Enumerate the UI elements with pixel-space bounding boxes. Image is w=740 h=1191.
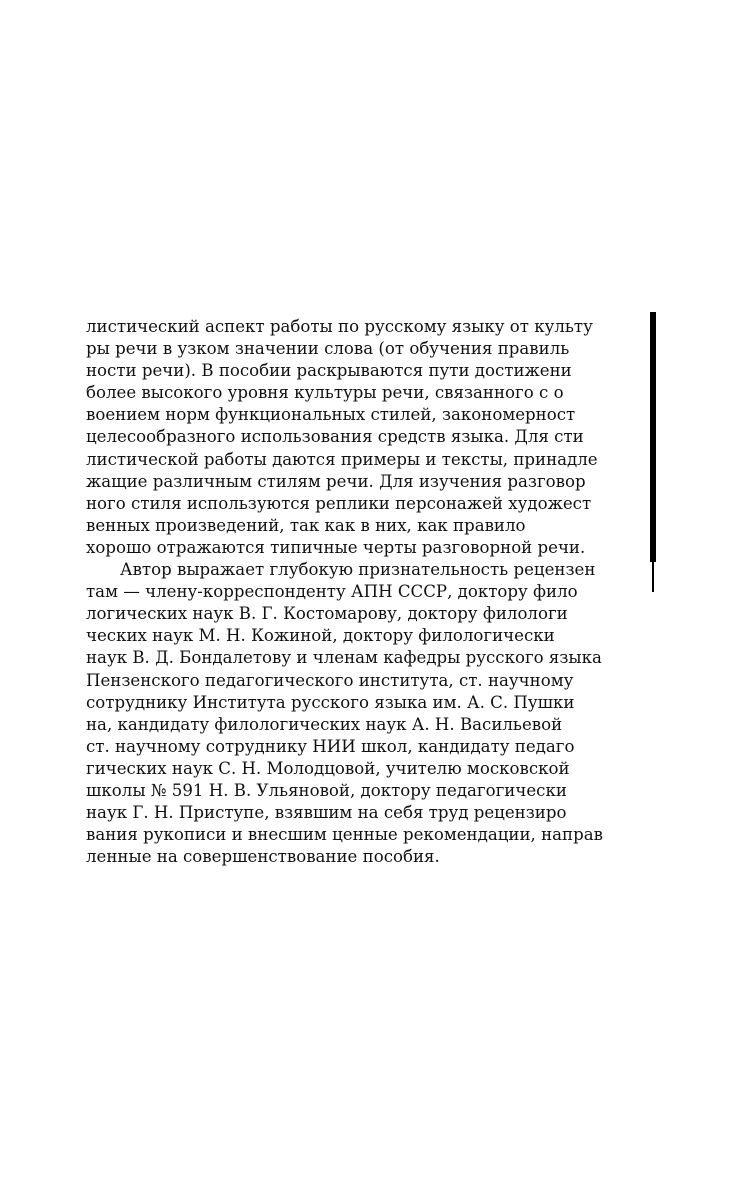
text-line: более высокого уровня культуры речи, связанного с о <box>86 383 564 403</box>
text-line: на, кандидату филологических наук А. Н. Васильевой <box>86 714 563 734</box>
text-line: Автор выражает глубокую признательность рецензен <box>120 560 596 580</box>
text-line: ческих наук М. Н. Кожиной, доктору филологически <box>86 626 555 646</box>
text-line: Пензенского педагогического института, ст. научному <box>86 670 574 690</box>
text-line: хорошо отражаются типичные черты разговорной речи. <box>86 537 586 557</box>
body-text <box>86 316 654 886</box>
text-line: там — члену-корреспонденту АПН СССР, доктору фило <box>86 582 578 602</box>
text-line: ного стиля используются реплики персонажей художест <box>86 493 592 513</box>
text-line: венных произведений, так как в них, как правило <box>86 515 526 535</box>
text-line: листический аспект работы по русскому языку от культу <box>86 317 593 336</box>
text-line: наук В. Д. Бондалетову и членам кафедры русского языка <box>86 648 602 668</box>
text-line: школы № 591 Н. В. Ульяновой, доктору педагогически <box>86 780 567 800</box>
text-line: ст. научному сотруднику НИИ школ, кандидату педаго <box>86 736 575 756</box>
text-line: вания рукописи и внесшим ценные рекомендации, направ <box>86 825 603 845</box>
text-line: гических наук С. Н. Молодцовой, учителю московской <box>86 758 570 778</box>
text-line: наук Г. Н. Приступе, взявшим на себя труд рецензиро <box>86 803 567 823</box>
text-line: логических наук В. Г. Костомарову, доктору филологи <box>86 604 568 624</box>
text-line: листической работы даются примеры и тексты, принадле <box>86 449 598 469</box>
text-line: жащие различным стилям речи. Для изучения разговор <box>86 471 586 491</box>
text-line: ленные на совершенствование пособия. <box>86 847 440 867</box>
paragraph-1 <box>86 316 654 559</box>
paragraph-2 <box>86 559 654 868</box>
text-line: сотруднику Института русского языка им. А. С. Пушки <box>86 692 575 712</box>
text-line: ры речи в узком значении слова (от обучения правиль <box>86 339 570 359</box>
text-line: воением норм функциональных стилей, закономерност <box>86 405 576 425</box>
text-line: ности речи). В пособии раскрываются пути достижени <box>86 361 572 381</box>
text-line: целесообразного использования средств языка. Для сти <box>86 427 584 447</box>
